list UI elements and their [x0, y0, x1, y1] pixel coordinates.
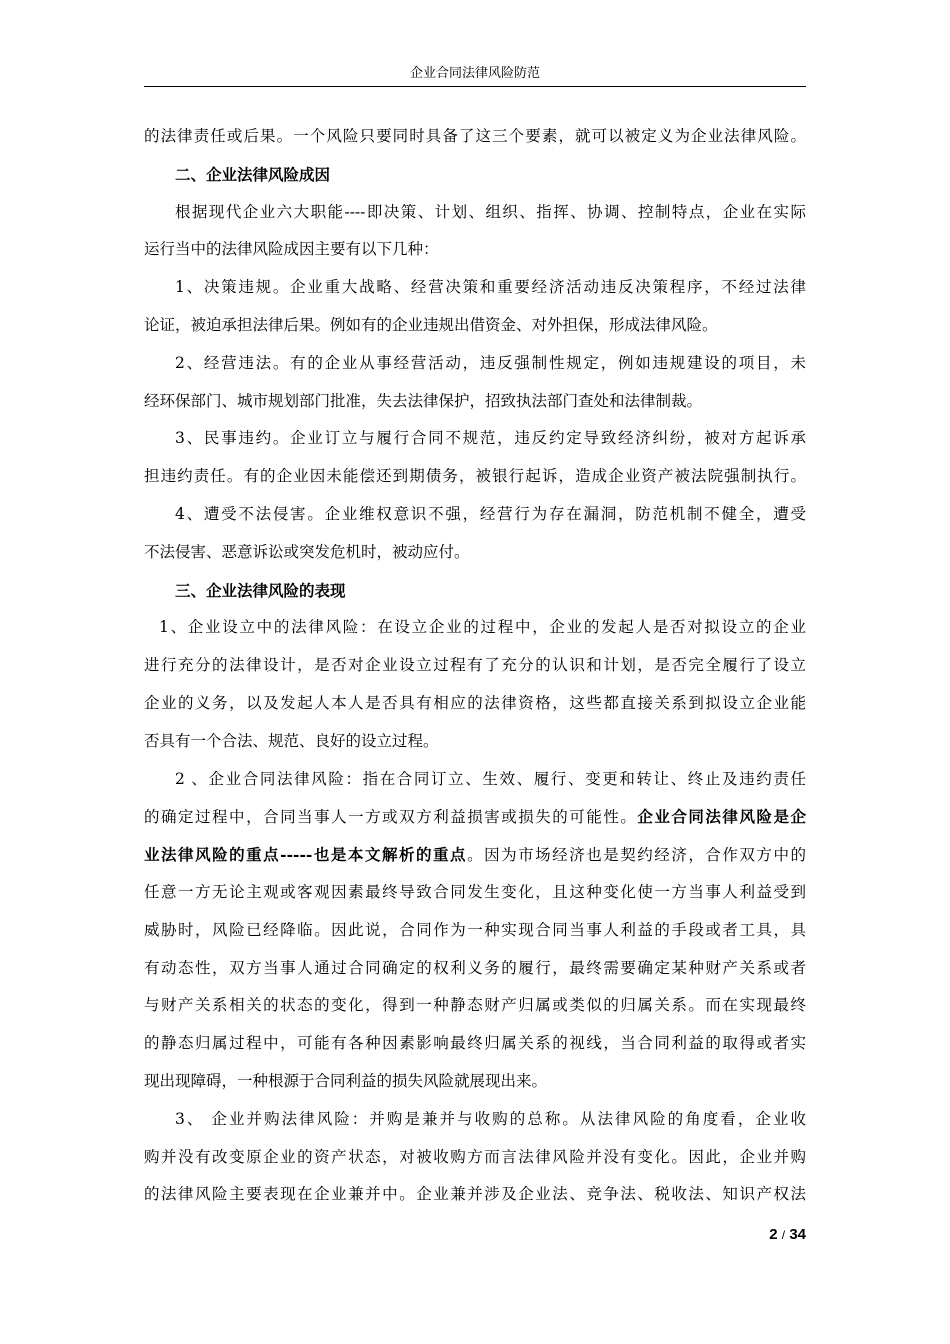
page-header — [144, 64, 806, 87]
text-line: 论证，被迫承担法律后果。例如有的企业违规出借资金、对外担保，形成法律风险。 — [144, 315, 718, 334]
text-line: 威胁时，风险已经降临。因此说，合同作为一种实现合同当事人利益的手段或者工具，具 — [144, 920, 806, 939]
text-line: 1、决策违规。企业重大战略、经营决策和重要经济活动违反决策程序，不经过法律 — [175, 278, 806, 297]
text-line — [144, 836, 806, 874]
text-span: 的确定过程中，合同当事人一方或双方利益损害或损失的可能性。 — [144, 808, 638, 827]
document-body — [144, 118, 806, 1214]
text-line: 不法侵害、恶意诉讼或突发危机时，被动应付。 — [144, 542, 470, 561]
text-line: 的法律责任或后果。一个风险只要同时具备了这三个要素，就可以被定义为企业法律风险。 — [144, 127, 806, 145]
text-line: 运行当中的法律风险成因主要有以下几种： — [144, 240, 439, 259]
page-separator: / — [781, 1228, 786, 1242]
text-line: 1、企业设立中的法律风险：在设立企业的过程中，企业的发起人是否对拟设立的企业 — [159, 618, 806, 637]
text-line: 的法律风险主要表现在企业兼并中。企业兼并涉及企业法、竞争法、税收法、知识产权法 — [144, 1185, 806, 1204]
current-page: 2 — [769, 1226, 778, 1243]
text-line: 担违约责任。有的企业因未能偿还到期债务，被银行起诉，造成企业资产被法院强制执行。 — [144, 467, 806, 486]
header-title: 企业合同法律风险防范 — [409, 66, 540, 81]
text-line: 根据现代企业六大职能----即决策、计划、组织、指挥、协调、控制特点，企业在实际 — [175, 202, 806, 221]
text-line: 与财产关系相关的状态的变化，得到一种静态财产归属或类似的归属关系。而在实现最终 — [144, 996, 806, 1015]
text-line: 3、 企业并购法律风险：并购是兼并与收购的总称。从法律风险的角度看，企业收 — [175, 1109, 806, 1128]
text-line: 否具有一个合法、规范、良好的设立过程。 — [144, 731, 439, 750]
text-line: 2、经营违法。有的企业从事经营活动，违反强制性规定，例如违规建设的项目，未 — [175, 353, 806, 372]
text-line: 经环保部门、城市规划部门批准，失去法律保护，招致执法部门查处和法律制裁。 — [144, 391, 703, 410]
text-line: 3、民事违约。企业订立与履行合同不规范，违反约定导致经济纠纷，被对方起诉承 — [175, 429, 806, 448]
text-line: 企业的义务，以及发起人本人是否具有相应的法律资格，这些都直接关系到拟设立企业能 — [144, 693, 806, 712]
text-span: 。因为市场经济也是契约经济，合作双方中的 — [467, 846, 806, 865]
bold-emphasis: 企业合同法律风险是企 — [637, 807, 806, 827]
text-line: 进行充分的法律设计，是否对企业设立过程有了充分的认识和计划，是否完全履行了设立 — [144, 656, 806, 675]
section-heading: 二、企业法律风险成因 — [175, 164, 331, 184]
text-line: 现出现障碍，一种根源于合同利益的损失风险就展现出来。 — [144, 1071, 548, 1090]
text-line: 4、遭受不法侵害。企业维权意识不强，经营行为存在漏洞，防范机制不健全，遭受 — [175, 504, 806, 523]
text-line: 2 、企业合同法律风险：指在合同订立、生效、履行、变更和转让、终止及违约责任 — [175, 769, 806, 788]
bold-emphasis: 业法律风险的重点-----也是本文解析的重点 — [144, 845, 468, 865]
text-line: 任意一方无论主观或客观因素最终导致合同发生变化，且这种变化使一方当事人利益受到 — [144, 882, 806, 901]
text-line — [144, 798, 806, 836]
page-number — [769, 1226, 806, 1243]
section-heading: 三、企业法律风险的表现 — [175, 580, 346, 600]
text-line: 购并没有改变原企业的资产状态，对被收购方而言法律风险并没有变化。因此，企业并购 — [144, 1147, 806, 1166]
total-pages: 34 — [789, 1226, 806, 1243]
text-line: 的静态归属过程中，可能有各种因素影响最终归属关系的视线，当合同利益的取得或者实 — [144, 1034, 806, 1053]
text-line: 有动态性，双方当事人通过合同确定的权利义务的履行，最终需要确定某种财产关系或者 — [144, 958, 806, 977]
